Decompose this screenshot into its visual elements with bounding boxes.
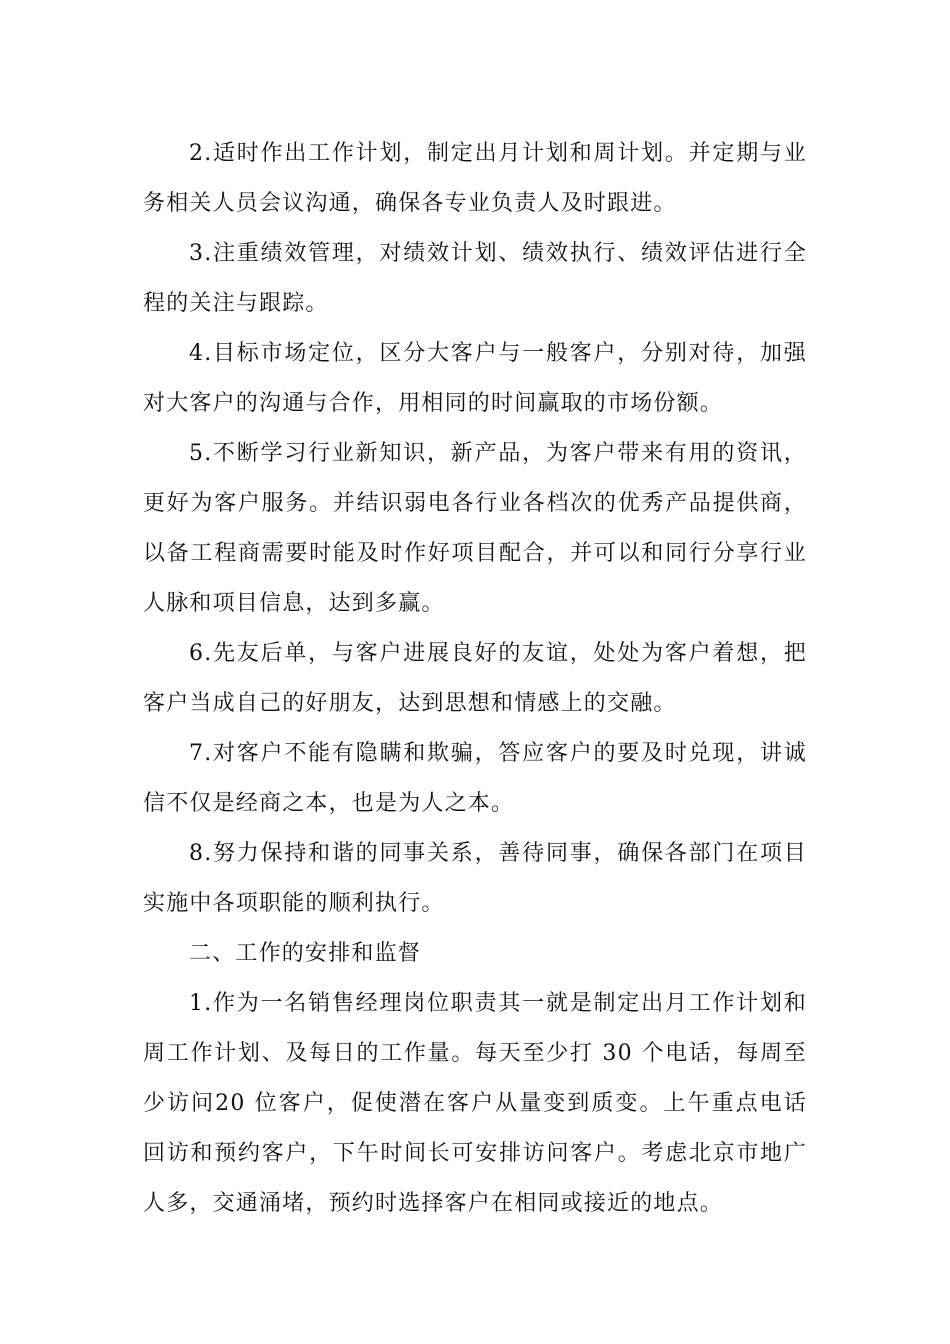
paragraph-item-7: 7.对客户不能有隐瞒和欺骗，答应客户的要及时兑现，讲诚信不仅是经商之本，也是为人之本。: [143, 741, 807, 816]
paragraph-item-8: 8.努力保持和谐的同事关系，善待同事，确保各部门在项目实施中各项职能的顺利执行。: [143, 841, 807, 916]
paragraph-item-4: 4.目标市场定位，区分大客户与一般客户，分别对待，加强对大客户的沟通与合作，用相同的时间赢取的市场份额。: [143, 341, 807, 416]
paragraph-item-2: 2.适时作出工作计划，制定出月计划和周计划。并定期与业务相关人员会议沟通，确保各专业负责人及时跟进。: [143, 141, 807, 216]
paragraph-item-6: 6.先友后单，与客户进展良好的友谊，处处为客户着想，把客户当成自己的好朋友，达到思想和情感上的交融。: [143, 641, 807, 716]
section-heading: 二、工作的安排和监督: [189, 941, 422, 966]
document-body: [143, 129, 807, 1229]
section-paragraph-item-1: 1.作为一名销售经理岗位职责其一就是制定出月工作计划和周工作计划、及每日的工作量。每天至少打 30 个电话，每周至少访问20 位客户，促使潜在客户从量变到质变。上午重点电话回访和预约客户，下午时间长可安排访问客户。考虑北京市地广人多，交通涌堵，预约时选择客户在相同或接近的地点。: [143, 991, 807, 1216]
paragraph-item-3: 3.注重绩效管理，对绩效计划、绩效执行、绩效评估进行全程的关注与跟踪。: [143, 241, 807, 316]
paragraph-item-5: 5.不断学习行业新知识，新产品，为客户带来有用的资讯，更好为客户服务。并结识弱电各行业各档次的优秀产品提供商，以备工程商需要时能及时作好项目配合，并可以和同行分享行业人脉和项目信息，达到多赢。: [143, 441, 807, 616]
